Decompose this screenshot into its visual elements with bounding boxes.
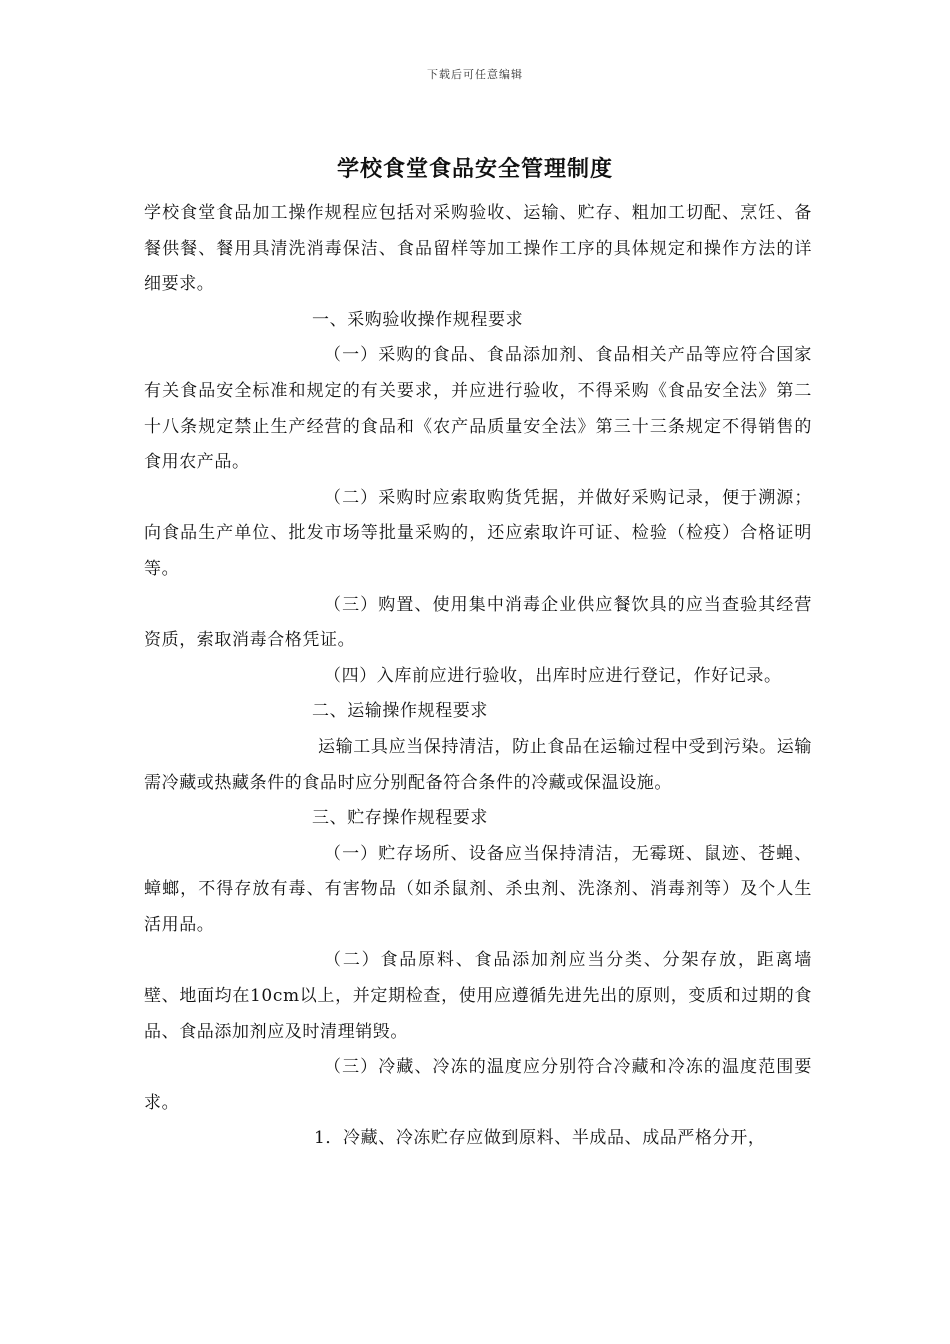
document-title: 学校食堂食品安全管理制度 — [336, 156, 613, 182]
section-2-heading: 二、运输操作规程要求 — [312, 701, 488, 722]
document-body — [144, 196, 812, 1157]
header-note: 下载后可任意编辑 — [427, 68, 523, 81]
section-3-paragraph-3: （三）冷藏、冷冻的温度应分别符合冷藏和冷冻的温度范围要求。 — [144, 1057, 812, 1113]
section-1-paragraph-2: （二）采购时应索取购货凭据，并做好采购记录，便于溯源；向食品生产单位、批发市场等批量采购的，还应索取许可证、检验（检疫）合格证明等。 — [144, 487, 812, 579]
section-3-paragraph-2: （二）食品原料、食品添加剂应当分类、分架存放，距离墙壁、地面均在10cm以上，并定期检查，使用应遵循先进先出的原则，变质和过期的食品、食品添加剂应及时清理销毁。 — [144, 950, 812, 1042]
section-1-paragraph-4: （四）入库前应进行验收，出库时应进行登记，作好记录。 — [324, 665, 782, 686]
section-3-heading: 三、贮存操作规程要求 — [312, 808, 488, 829]
section-1-heading: 一、采购验收操作规程要求 — [312, 309, 524, 330]
section-3-item-1: 1．冷藏、冷冻贮存应做到原料、半成品、成品严格分开， — [314, 1128, 766, 1149]
intro-paragraph: 学校食堂食品加工操作规程应包括对采购验收、运输、贮存、粗加工切配、烹饪、备餐供餐、餐用具清洗消毒保洁、食品留样等加工操作工序的具体规定和操作方法的详细要求。 — [144, 203, 812, 295]
section-1-paragraph-1: （一）采购的食品、食品添加剂、食品相关产品等应符合国家有关食品安全标准和规定的有关要求，并应进行验收，不得采购《食品安全法》第二十八条规定禁止生产经营的食品和《农产品质量安全法》第三十三条规定不得销售的食用农产品。 — [144, 345, 812, 473]
section-2-paragraph-1: 运输工具应当保持清洁，防止食品在运输过程中受到污染。运输需冷藏或热藏条件的食品时应分别配备符合条件的冷藏或保温设施。 — [144, 736, 812, 793]
section-3-paragraph-1: （一）贮存场所、设备应当保持清洁，无霉斑、鼠迹、苍蝇、蟑螂，不得存放有毒、有害物品（如杀鼠剂、杀虫剂、洗涤剂、消毒剂等）及个人生活用品。 — [144, 843, 812, 935]
section-1-paragraph-3: （三）购置、使用集中消毒企业供应餐饮具的应当查验其经营资质，索取消毒合格凭证。 — [144, 594, 812, 651]
